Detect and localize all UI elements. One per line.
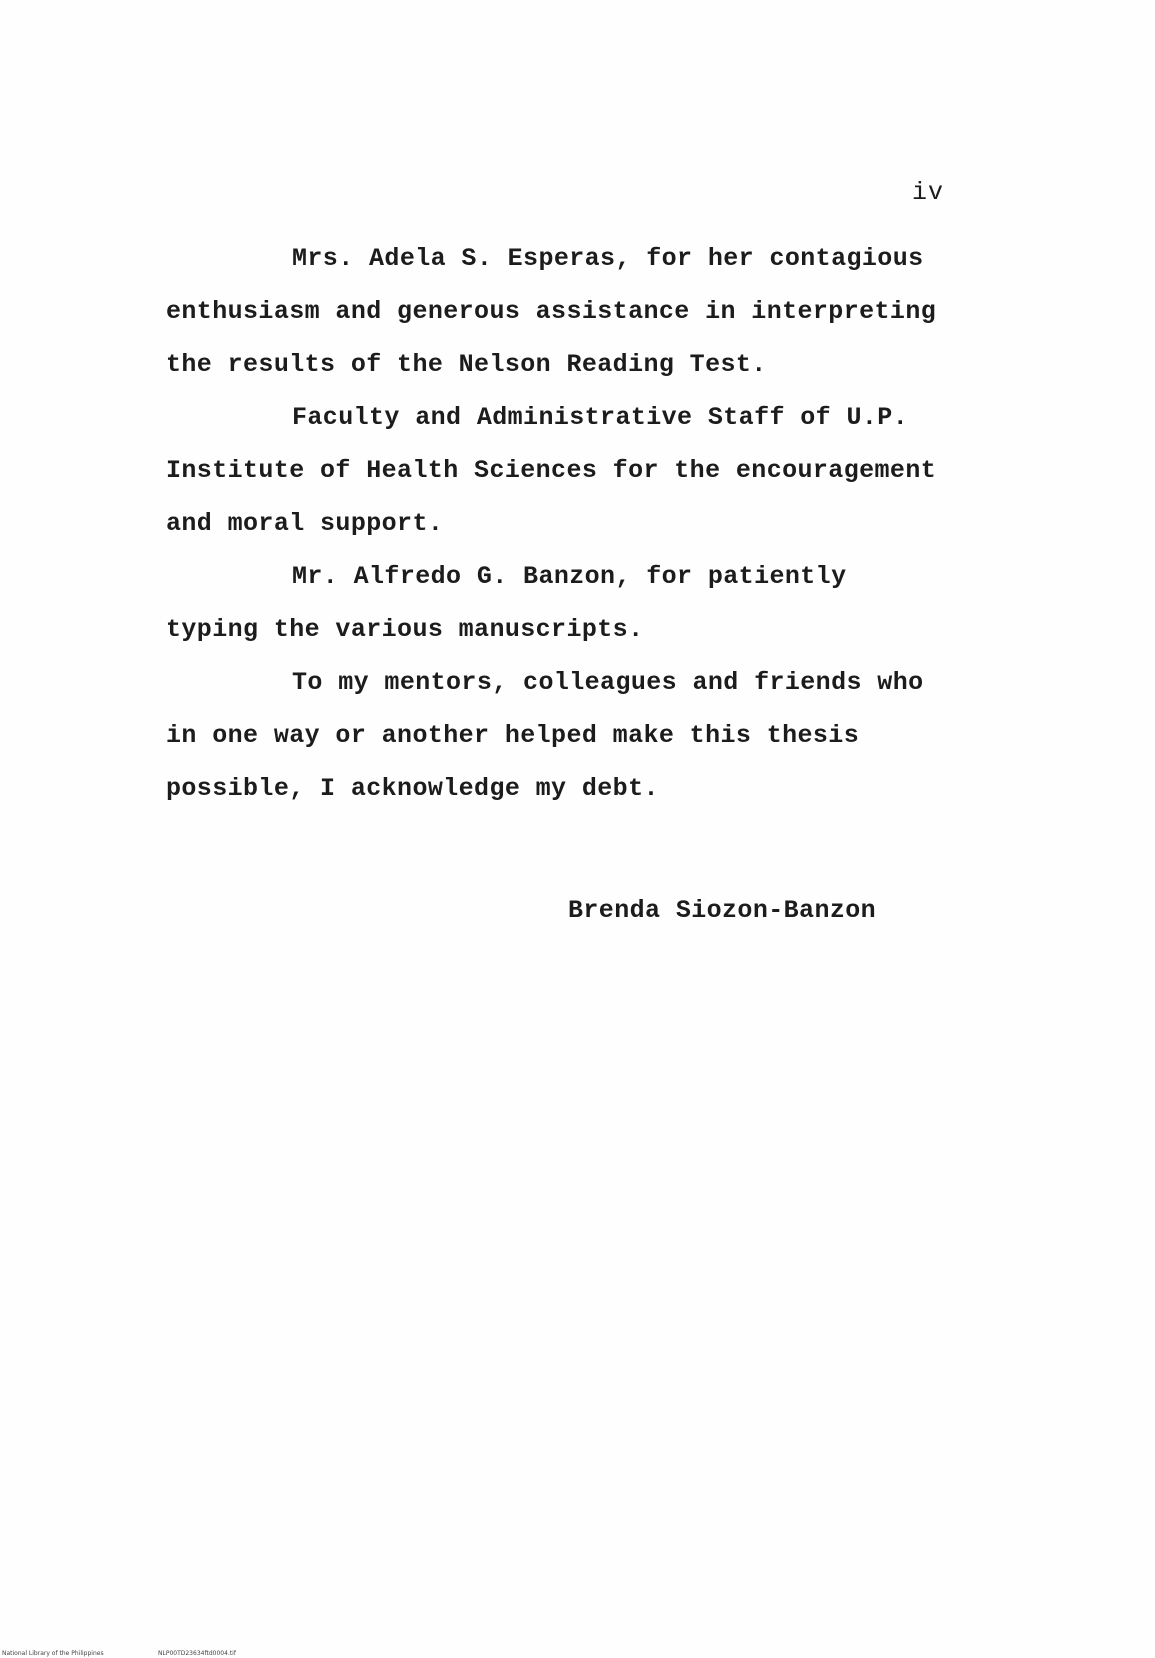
acknowledgement-body bbox=[166, 232, 1006, 815]
footer-source: National Library of the Philippines bbox=[2, 1650, 104, 1657]
footer-filename: NLP00TD23634ftd0004.tif bbox=[158, 1650, 236, 1657]
paragraph-esperas: Mrs. Adela S. Esperas, for her contagious enthusiasm and generous assistance in interpreting the results of the Nelson Reading Test. bbox=[166, 244, 937, 379]
paragraph-faculty: Faculty and Administrative Staff of U.P. Institute of Health Sciences for the encouragement and moral support. bbox=[166, 403, 937, 538]
paragraph-mentors: To my mentors, colleagues and friends who in one way or another helped make this thesis possible, I acknowledge my debt. bbox=[166, 668, 924, 803]
signature-name: Brenda Siozon-Banzon bbox=[568, 896, 877, 925]
paragraph-banzon: Mr. Alfredo G. Banzon, for patiently typing the various manuscripts. bbox=[166, 562, 847, 644]
page-number: iv bbox=[912, 178, 945, 207]
